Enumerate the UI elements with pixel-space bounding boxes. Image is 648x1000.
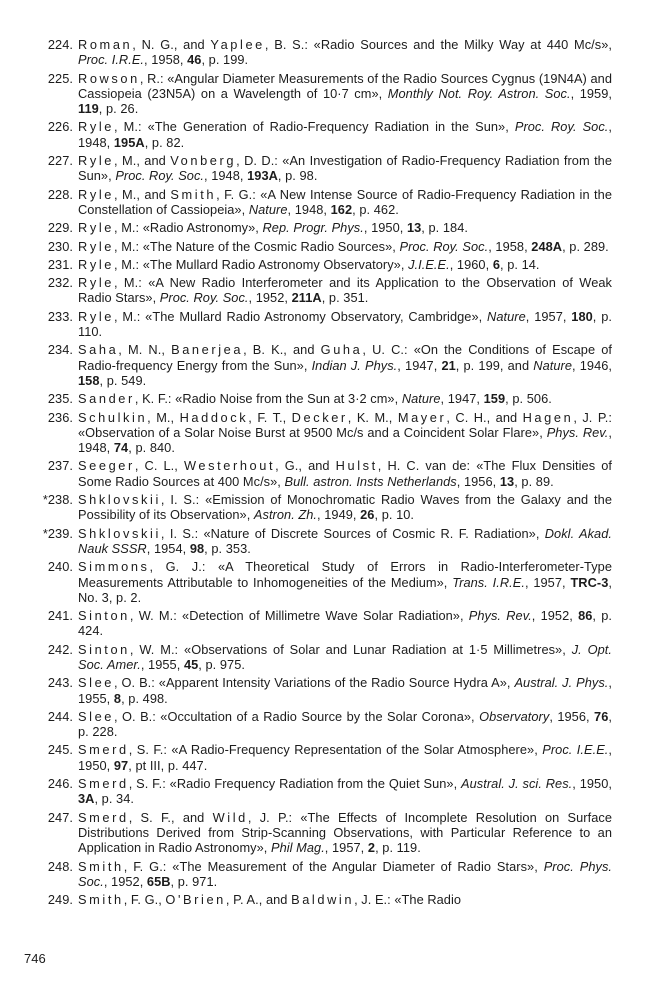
reference-fragment: , J. E.: «The Radio xyxy=(354,892,462,908)
author-name: Ryle xyxy=(78,238,114,254)
reference-fragment: , M., and xyxy=(114,153,171,169)
volume-number: 21 xyxy=(441,357,456,373)
author-name: Seeger xyxy=(78,458,135,474)
reference-fragment: , W. M.: «Detection of Millimetre Wave Solar Radiation», xyxy=(129,608,469,624)
volume-number: 180 xyxy=(571,308,593,324)
reference-fragment: , 1949, xyxy=(317,507,361,523)
reference-list xyxy=(24,37,612,910)
reference-fragment: , M. N., xyxy=(118,342,172,358)
volume-number: 3A xyxy=(78,791,95,807)
author-name: Smith xyxy=(78,858,124,874)
journal-title: Dokl. Akad. Nauk SSSR xyxy=(78,525,613,556)
reference-fragment: , p. 353. xyxy=(204,540,251,556)
reference-entry xyxy=(24,342,612,388)
journal-title: Proc. Phys. Soc. xyxy=(78,858,612,889)
author-name: Ryle xyxy=(78,186,114,202)
reference-fragment: , N. G., and xyxy=(132,37,211,52)
volume-number: 26 xyxy=(360,507,375,523)
reference-fragment: , J. P.: «Observation of a Solar Noise Burst at 9500 Mc/s and a Coincident Solar Flare», xyxy=(78,409,612,440)
volume-number: 193A xyxy=(247,168,278,184)
reference-number: 227. xyxy=(47,153,73,169)
reference-fragment: , 1960, xyxy=(449,256,493,272)
author-name: Roman xyxy=(78,37,133,52)
reference-number: 246. xyxy=(47,776,73,792)
reference-fragment: , J. P.: «The Effects of Incomplete Resolution on Surface Distributions Derived from Strip-Scanning Observations, with Particular Reference to an Application in Radio Astronomy», xyxy=(78,809,612,856)
reference-fragment: , S. F., and xyxy=(128,809,213,825)
reference-entry xyxy=(24,37,612,68)
reference-entry xyxy=(24,526,612,557)
reference-fragment: , p. 110. xyxy=(78,308,612,340)
reference-text xyxy=(78,742,612,772)
reference-entry xyxy=(24,608,612,639)
reference-fragment: , 1958, xyxy=(488,238,532,254)
reference-fragment: , p. 98. xyxy=(277,168,318,184)
reference-fragment: , 1950, xyxy=(78,742,612,773)
author-name: Smerd xyxy=(78,742,129,758)
reference-entry xyxy=(24,776,612,807)
reference-entry xyxy=(24,492,612,523)
reference-fragment: , p. 89. xyxy=(514,473,554,489)
journal-title: Monthly Not. Roy. Astron. Soc. xyxy=(387,85,571,101)
reference-number: 234. xyxy=(47,342,73,358)
reference-fragment: , p. 82. xyxy=(144,134,185,150)
journal-title: Rep. Progr. Phys. xyxy=(262,220,364,236)
reference-fragment: , p. 971. xyxy=(170,873,218,889)
reference-fragment: , M.: «The Mullard Radio Astronomy Observatory, Cambridge», xyxy=(114,308,488,324)
journal-title: Proc. Roy. Soc. xyxy=(159,290,249,306)
author-name: Hagen xyxy=(522,409,574,425)
journal-title: Proc. Roy. Soc. xyxy=(514,119,609,135)
volume-number: 6 xyxy=(492,256,500,272)
reference-fragment: , O. B.: «Occultation of a Radio Source by the Solar Corona», xyxy=(114,708,480,724)
reference-fragment: , R.: «Angular Diameter Measurements of the Radio Sources Cygnus (19N4A) and Cassiopeia (23N5A) on a Wavelength of 10·7 cm», xyxy=(78,70,612,101)
journal-title: Observatory xyxy=(479,708,550,724)
author-name: Westerhout xyxy=(183,458,276,474)
volume-number: 46 xyxy=(187,52,202,68)
reference-fragment: , K. M., xyxy=(347,409,398,425)
reference-number: 228. xyxy=(47,186,73,202)
reference-fragment: , S. F.: «A Radio-Frequency Representation of the Solar Atmosphere», xyxy=(128,742,543,758)
reference-entry xyxy=(24,410,612,456)
reference-text xyxy=(78,309,612,339)
reference-fragment: , 1947, xyxy=(397,357,442,373)
reference-text xyxy=(78,559,612,605)
reference-entry xyxy=(24,675,612,706)
reference-entry xyxy=(24,458,612,489)
reference-entry xyxy=(24,709,612,740)
reference-text xyxy=(78,220,468,235)
reference-text xyxy=(78,892,461,907)
reference-fragment: , 1946, xyxy=(572,357,613,373)
reference-entry xyxy=(24,187,612,218)
reference-fragment: , p. 184. xyxy=(421,220,468,236)
reference-text xyxy=(78,275,612,305)
reference-fragment: , 1956, xyxy=(456,473,500,489)
reference-fragment: , p. 10. xyxy=(374,507,415,523)
reference-number: 225. xyxy=(47,70,73,86)
reference-fragment: , D. D.: «An Investigation of Radio-Frequency Radiation from the Sun», xyxy=(78,153,613,184)
reference-fragment: , p. 119. xyxy=(375,840,421,856)
journal-title: Austral. J. Phys. xyxy=(514,675,609,691)
reference-fragment: , 1948, xyxy=(78,424,612,456)
volume-number: 248A xyxy=(531,238,563,254)
volume-number: 97 xyxy=(113,757,129,773)
journal-title: Nature xyxy=(487,308,526,324)
reference-fragment: , 1948, xyxy=(287,201,331,217)
author-name: Ryle xyxy=(78,256,114,272)
journal-title: Bull. astron. Insts Netherlands xyxy=(284,473,457,489)
reference-text xyxy=(78,675,612,705)
reference-number: 242. xyxy=(47,641,73,657)
reference-text xyxy=(78,526,612,556)
reference-fragment: , 1957, xyxy=(324,840,368,856)
reference-text xyxy=(78,257,540,272)
volume-number: 45 xyxy=(183,656,199,672)
reference-number: 235. xyxy=(47,391,73,407)
reference-number: 241. xyxy=(47,608,73,624)
reference-text xyxy=(78,458,612,488)
reference-entry xyxy=(24,892,612,907)
reference-fragment: , 1952, xyxy=(531,608,579,624)
reference-text xyxy=(78,342,612,388)
reference-fragment: , 1948, xyxy=(78,119,613,150)
reference-fragment: , 1950, xyxy=(572,776,612,792)
author-name: Hulst xyxy=(335,458,378,474)
reference-fragment: , 1957, xyxy=(524,574,571,590)
journal-title: J.I.E.E. xyxy=(408,256,450,272)
reference-text xyxy=(78,391,552,406)
author-name: Smith xyxy=(78,892,124,908)
volume-number: 162 xyxy=(330,201,353,217)
journal-title: Nature xyxy=(533,357,572,373)
reference-fragment: , p. 424. xyxy=(78,608,612,639)
reference-fragment: , B. K., and xyxy=(243,342,321,358)
author-name: Wild xyxy=(212,809,248,825)
author-name: Sinton xyxy=(78,641,130,657)
reference-fragment: , F. G.: «A New Intense Source of Radio-Frequency Radiation in the Constellation of Cassiopeia», xyxy=(78,186,612,217)
reference-text xyxy=(78,119,612,149)
author-name: Shklovskii xyxy=(78,525,161,541)
author-name: Mayer xyxy=(397,409,447,425)
reference-number: 248. xyxy=(47,858,73,874)
reference-entry xyxy=(24,391,612,406)
reference-number: 231. xyxy=(47,256,73,272)
reference-fragment: , C. H., and xyxy=(446,409,523,425)
reference-entry xyxy=(24,257,612,272)
reference-fragment: , B. S.: «Radio Sources and the Milky Way at 440 Mc/s», xyxy=(264,37,613,52)
author-name: Simmons xyxy=(78,559,150,575)
reference-fragment: , p. 975. xyxy=(198,656,245,672)
author-name: Vonberg xyxy=(170,153,237,169)
reference-fragment: , M., xyxy=(147,409,180,425)
reference-entry xyxy=(24,559,612,605)
journal-title: Nature xyxy=(248,201,288,217)
reference-number: 224. xyxy=(47,37,73,52)
volume-number: 2 xyxy=(367,840,376,856)
volume-number: 159 xyxy=(483,391,506,407)
volume-number: 119 xyxy=(78,101,99,117)
reference-fragment: , U. C.: «On the Conditions of Escape of Radio-frequency Energy from the Sun», xyxy=(78,342,613,373)
reference-number: 230. xyxy=(47,238,73,254)
author-name: Sinton xyxy=(78,608,130,624)
volume-number: 65B xyxy=(146,873,171,889)
journal-title: Proc. I.E.E. xyxy=(542,742,609,758)
journal-title: Proc. Roy. Soc. xyxy=(399,238,489,254)
journal-title: J. Opt. Soc. Amer. xyxy=(78,641,612,672)
reference-fragment: , 1958, xyxy=(144,52,188,68)
reference-text xyxy=(78,153,612,183)
reference-fragment: , p. 840. xyxy=(128,440,175,456)
author-name: Guha xyxy=(320,342,363,358)
reference-number: 240. xyxy=(47,559,73,575)
reference-fragment: , M., and xyxy=(114,186,171,202)
reference-entry xyxy=(24,309,612,340)
author-name: Smerd xyxy=(78,809,129,825)
author-name: Haddock xyxy=(179,409,249,425)
reference-fragment: , M.: «A New Radio Interferometer and its Application to the Observation of Weak Radio Stars», xyxy=(78,275,612,306)
reference-fragment: , C. L., xyxy=(134,458,184,474)
volume-number: TRC-3 xyxy=(570,574,609,590)
reference-text xyxy=(78,410,612,456)
journal-title: Phil Mag. xyxy=(271,840,325,856)
volume-number: 13 xyxy=(499,473,515,489)
author-name: Sander xyxy=(78,391,135,407)
author-name: Ryle xyxy=(78,275,114,291)
journal-title: Astron. Zh. xyxy=(253,507,318,523)
reference-fragment: , pt III, p. 447. xyxy=(128,757,208,773)
journal-title: Phys. Rev. xyxy=(468,608,532,624)
author-name: Smith xyxy=(170,186,217,202)
volume-number: 98 xyxy=(189,540,205,556)
reference-fragment: , 1957, xyxy=(525,308,572,324)
reference-fragment: , p. 549. xyxy=(99,372,147,388)
reference-text xyxy=(78,709,612,739)
author-name: Rowson xyxy=(78,70,140,86)
reference-fragment: , p. 228. xyxy=(78,708,612,740)
reference-fragment: , 1948, xyxy=(204,168,248,184)
volume-number: 86 xyxy=(578,608,593,624)
reference-fragment: , p. 351. xyxy=(321,290,369,306)
author-name: Baldwin xyxy=(291,892,355,908)
reference-fragment: , S. F.: «Radio Frequency Radiation from the Quiet Sun», xyxy=(128,776,462,792)
reference-text xyxy=(78,776,612,806)
reference-fragment: , K. F.: «Radio Noise from the Sun at 3·2 cm», xyxy=(134,391,402,407)
reference-fragment: , I. S.: «Nature of Discrete Sources of Cosmic R. F. Radiation», xyxy=(160,525,545,541)
reference-fragment: , F. G.: «The Measurement of the Angular Diameter of Radio Stars», xyxy=(123,858,544,874)
reference-fragment: , 1956, xyxy=(549,708,595,724)
reference-entry xyxy=(24,810,612,856)
author-name: O'Brien xyxy=(165,892,226,908)
reference-number: 237. xyxy=(47,458,73,474)
author-name: Schulkin xyxy=(78,409,148,425)
reference-fragment: , H. C. van de: «The Flux Densities of Some Radio Sources at 400 Mc/s», xyxy=(78,458,612,489)
reference-entry xyxy=(24,642,612,673)
reference-fragment: , p. 498. xyxy=(121,690,168,706)
reference-text xyxy=(78,239,609,254)
reference-number: *239. xyxy=(42,525,73,541)
reference-fragment: , p. 506. xyxy=(505,391,552,407)
reference-fragment: , p. 14. xyxy=(499,256,540,272)
author-name: Saha xyxy=(78,342,119,358)
reference-number: 232. xyxy=(47,275,73,291)
reference-text xyxy=(78,71,612,117)
reference-text xyxy=(78,492,612,522)
author-name: Banerjea xyxy=(171,342,244,358)
reference-entry xyxy=(24,859,612,890)
journal-title: Indian J. Phys. xyxy=(311,357,398,373)
reference-number: 247. xyxy=(47,809,73,825)
reference-fragment: , 1952, xyxy=(248,290,292,306)
reference-fragment: , I. S.: «Emission of Monochromatic Radio Waves from the Galaxy and the Possibility of its Observation», xyxy=(78,492,612,523)
reference-fragment: , O. B.: «Apparent Intensity Variations of the Radio Source Hydra A», xyxy=(114,675,515,691)
reference-entry xyxy=(24,220,612,235)
reference-text xyxy=(78,642,612,672)
reference-fragment: , M.: «The Mullard Radio Astronomy Observatory», xyxy=(114,256,409,272)
author-name: Yaplee xyxy=(210,37,265,52)
reference-entry xyxy=(24,153,612,184)
reference-number: 236. xyxy=(47,409,73,425)
reference-fragment: , 1952, xyxy=(103,873,147,889)
volume-number: 76 xyxy=(594,708,609,724)
volume-number: 158 xyxy=(78,372,100,388)
journal-title: Proc. Roy. Soc. xyxy=(115,168,205,184)
journal-title: Phys. Rev. xyxy=(546,424,609,440)
reference-text xyxy=(78,810,612,856)
reference-fragment: , M.: «The Generation of Radio-Frequency Radiation in the Sun», xyxy=(114,119,515,135)
author-name: Ryle xyxy=(78,119,114,135)
reference-fragment: , M.: «The Nature of the Cosmic Radio Sources», xyxy=(114,238,400,254)
reference-fragment: , p. 34. xyxy=(94,791,134,807)
journal-title: Nature xyxy=(401,391,441,407)
reference-fragment: , 1955, xyxy=(78,675,612,706)
reference-fragment: , p. 289. xyxy=(562,238,609,254)
reference-entry xyxy=(24,119,612,150)
reference-text xyxy=(78,859,612,889)
reference-text xyxy=(78,608,612,638)
reference-fragment: , F. T., xyxy=(248,409,292,425)
volume-number: 195A xyxy=(113,134,145,150)
reference-text xyxy=(78,37,612,67)
author-name: Ryle xyxy=(78,220,114,236)
reference-fragment: , F. G., xyxy=(123,892,166,908)
reference-fragment: , No. 3, p. 2. xyxy=(78,574,612,605)
author-name: Shklovskii xyxy=(78,492,161,508)
reference-entry xyxy=(24,239,612,254)
author-name: Slee xyxy=(78,675,115,691)
reference-fragment: , P. A., and xyxy=(225,892,292,908)
reference-fragment: , M.: «Radio Astronomy», xyxy=(114,220,263,236)
reference-text xyxy=(78,187,612,217)
page-number: 746 xyxy=(24,951,46,966)
reference-number: 243. xyxy=(47,675,73,691)
reference-fragment: , G., and xyxy=(275,458,336,474)
author-name: Slee xyxy=(78,708,115,724)
reference-entry xyxy=(24,275,612,306)
reference-fragment: , 1947, xyxy=(440,391,484,407)
reference-number: *238. xyxy=(42,492,73,508)
reference-fragment: , 1959, xyxy=(570,85,612,101)
reference-fragment: , 1954, xyxy=(146,540,190,556)
reference-number: 226. xyxy=(47,119,73,135)
author-name: Smerd xyxy=(78,776,129,792)
author-name: Ryle xyxy=(78,308,114,324)
reference-number: 229. xyxy=(47,220,73,236)
author-name: Ryle xyxy=(78,153,114,169)
volume-number: 74 xyxy=(113,440,129,456)
reference-fragment: , p. 199, and xyxy=(455,357,534,373)
reference-fragment: , G. J.: «A Theoretical Study of Errors in Radio-Interferometer-Type Measurements Attributable to Inhomogeneities of the Medium», xyxy=(78,559,612,590)
reference-entry xyxy=(24,742,612,773)
reference-number: 245. xyxy=(47,742,73,758)
reference-fragment: , 1955, xyxy=(140,656,184,672)
reference-fragment: , p. 462. xyxy=(352,201,399,217)
reference-number: 233. xyxy=(47,308,73,324)
journal-title: Austral. J. sci. Res. xyxy=(461,776,573,792)
reference-fragment: , p. 199. xyxy=(201,52,249,68)
volume-number: 8 xyxy=(113,690,122,706)
author-name: Decker xyxy=(291,409,348,425)
reference-number: 249. xyxy=(47,892,73,908)
volume-number: 13 xyxy=(406,220,422,236)
volume-number: 211A xyxy=(291,290,322,306)
reference-entry xyxy=(24,71,612,117)
reference-number: 244. xyxy=(47,708,73,724)
reference-fragment: , p. 26. xyxy=(98,101,139,117)
reference-fragment: , W. M.: «Observations of Solar and Lunar Radiation at 1·5 Millimetres», xyxy=(129,641,572,657)
journal-title: Proc. I.R.E. xyxy=(78,52,145,68)
journal-title: Trans. I.R.E. xyxy=(452,574,525,590)
reference-fragment: , 1950, xyxy=(363,220,407,236)
